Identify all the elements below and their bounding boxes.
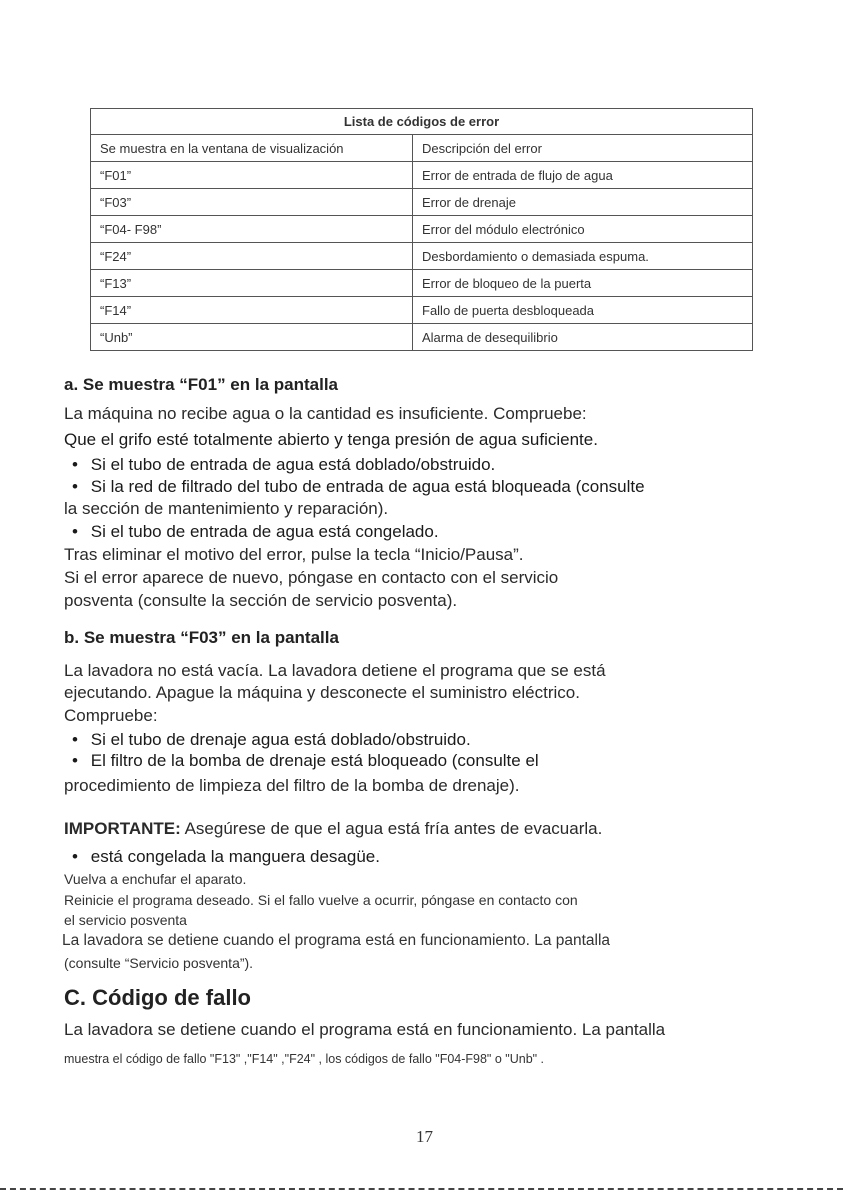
bullet-text: Si el tubo de entrada de agua está congelado. xyxy=(90,522,439,541)
section-a-line3: Tras eliminar el motivo del error, pulse la tecla “Inicio/Pausa”. xyxy=(64,545,524,564)
section-c-heading: C. Código de fallo xyxy=(64,985,251,1010)
bullet-icon: • xyxy=(72,730,78,749)
section-b-line6: el servicio posventa xyxy=(64,912,187,928)
error-code-table xyxy=(90,108,753,351)
bullet-text: Si el tubo de entrada de agua está doblado/obstruido. xyxy=(90,455,496,474)
table-cell-description: Error de drenaje xyxy=(413,189,753,216)
section-c-line2: muestra el código de fallo "F13" ,"F14" ,"F24" , los códigos de fallo "F04-F98" o "Unb" . xyxy=(64,1052,545,1066)
table-row xyxy=(91,162,753,189)
table-title: Lista de códigos de error xyxy=(91,109,753,135)
table-cell-description: Error del módulo electrónico xyxy=(413,216,753,243)
section-a-bullet1 xyxy=(64,455,495,475)
table-cell-code: “F13” xyxy=(91,270,413,297)
section-c-line1: La lavadora se detiene cuando el programa está en funcionamiento. La pantalla xyxy=(64,1020,666,1039)
section-b-line7: La lavadora se detiene cuando el programa está en funcionamiento. La pantalla xyxy=(62,932,611,949)
table-row xyxy=(91,189,753,216)
important-text: Asegúrese de que el agua está fría antes de evacuarla. xyxy=(180,819,603,838)
section-b-bullet2 xyxy=(64,751,539,771)
section-a-line5: posventa (consulte la sección de servicio posventa). xyxy=(64,591,458,610)
important-note xyxy=(64,819,602,839)
table-title-row xyxy=(91,109,753,135)
section-b-line8: (consulte “Servicio posventa”). xyxy=(64,955,254,971)
table-cell-code: “F24” xyxy=(91,243,413,270)
table-cell-description: Desbordamiento o demasiada espuma. xyxy=(413,243,753,270)
section-b-line1: La lavadora no está vacía. La lavadora detiene el programa que se está xyxy=(64,661,606,680)
section-b-line2: ejecutando. Apague la máquina y desconecte el suministro eléctrico. xyxy=(64,683,580,702)
page-number: 17 xyxy=(416,1127,433,1146)
bullet-icon: • xyxy=(72,522,78,541)
table-row xyxy=(91,243,753,270)
section-b-line5: Reinicie el programa deseado. Si el fallo vuelve a ocurrir, póngase en contacto con xyxy=(64,892,578,908)
section-a-bullet2 xyxy=(64,477,645,497)
bullet-text: Si el tubo de drenaje agua está doblado/obstruido. xyxy=(90,730,471,749)
bullet-text: El filtro de la bomba de drenaje está bloqueado (consulte el xyxy=(90,751,539,770)
section-b-bullet2-cont: procedimiento de limpieza del filtro de la bomba de drenaje). xyxy=(64,776,520,795)
table-cell-code: “F04- F98” xyxy=(91,216,413,243)
table-header-description: Descripción del error xyxy=(413,135,753,162)
table-row xyxy=(91,216,753,243)
table-cell-description: Error de bloqueo de la puerta xyxy=(413,270,753,297)
table-header-row xyxy=(91,135,753,162)
table-cell-code: “F03” xyxy=(91,189,413,216)
bullet-text: Si la red de filtrado del tubo de entrada de agua está bloqueada (consulte xyxy=(90,477,645,496)
table-cell-code: “Unb” xyxy=(91,324,413,351)
section-a-line4: Si el error aparece de nuevo, póngase en contacto con el servicio xyxy=(64,568,559,587)
section-b-line3: Compruebe: xyxy=(64,706,158,725)
table-cell-code: “F01” xyxy=(91,162,413,189)
section-b-bullet1 xyxy=(64,730,471,750)
table-cell-description: Error de entrada de flujo de agua xyxy=(413,162,753,189)
section-b-heading: b. Se muestra “F03” en la pantalla xyxy=(64,628,339,647)
section-a-line2: Que el grifo esté totalmente abierto y tenga presión de agua suficiente. xyxy=(64,430,598,449)
bullet-icon: • xyxy=(72,847,78,866)
table-cell-code: “F14” xyxy=(91,297,413,324)
bullet-icon: • xyxy=(72,455,78,474)
table-cell-description: Alarma de desequilibrio xyxy=(413,324,753,351)
important-label: IMPORTANTE: xyxy=(64,819,181,838)
bullet-text: está congelada la manguera desagüe. xyxy=(90,847,380,866)
bottom-divider xyxy=(0,1188,843,1190)
table-row xyxy=(91,270,753,297)
section-b-line4: Vuelva a enchufar el aparato. xyxy=(64,871,247,887)
table-cell-description: Fallo de puerta desbloqueada xyxy=(413,297,753,324)
section-a-bullet3 xyxy=(64,522,439,542)
bullet-icon: • xyxy=(72,477,78,496)
section-b-bullet3 xyxy=(64,847,380,867)
table-header-display: Se muestra en la ventana de visualización xyxy=(91,135,413,162)
table-row xyxy=(91,324,753,351)
section-a-bullet2-cont: la sección de mantenimiento y reparación). xyxy=(64,499,389,518)
section-a-heading: a. Se muestra “F01” en la pantalla xyxy=(64,375,339,394)
bullet-icon: • xyxy=(72,751,78,770)
section-a-line1: La máquina no recibe agua o la cantidad es insuficiente. Compruebe: xyxy=(64,404,587,423)
table-row xyxy=(91,297,753,324)
